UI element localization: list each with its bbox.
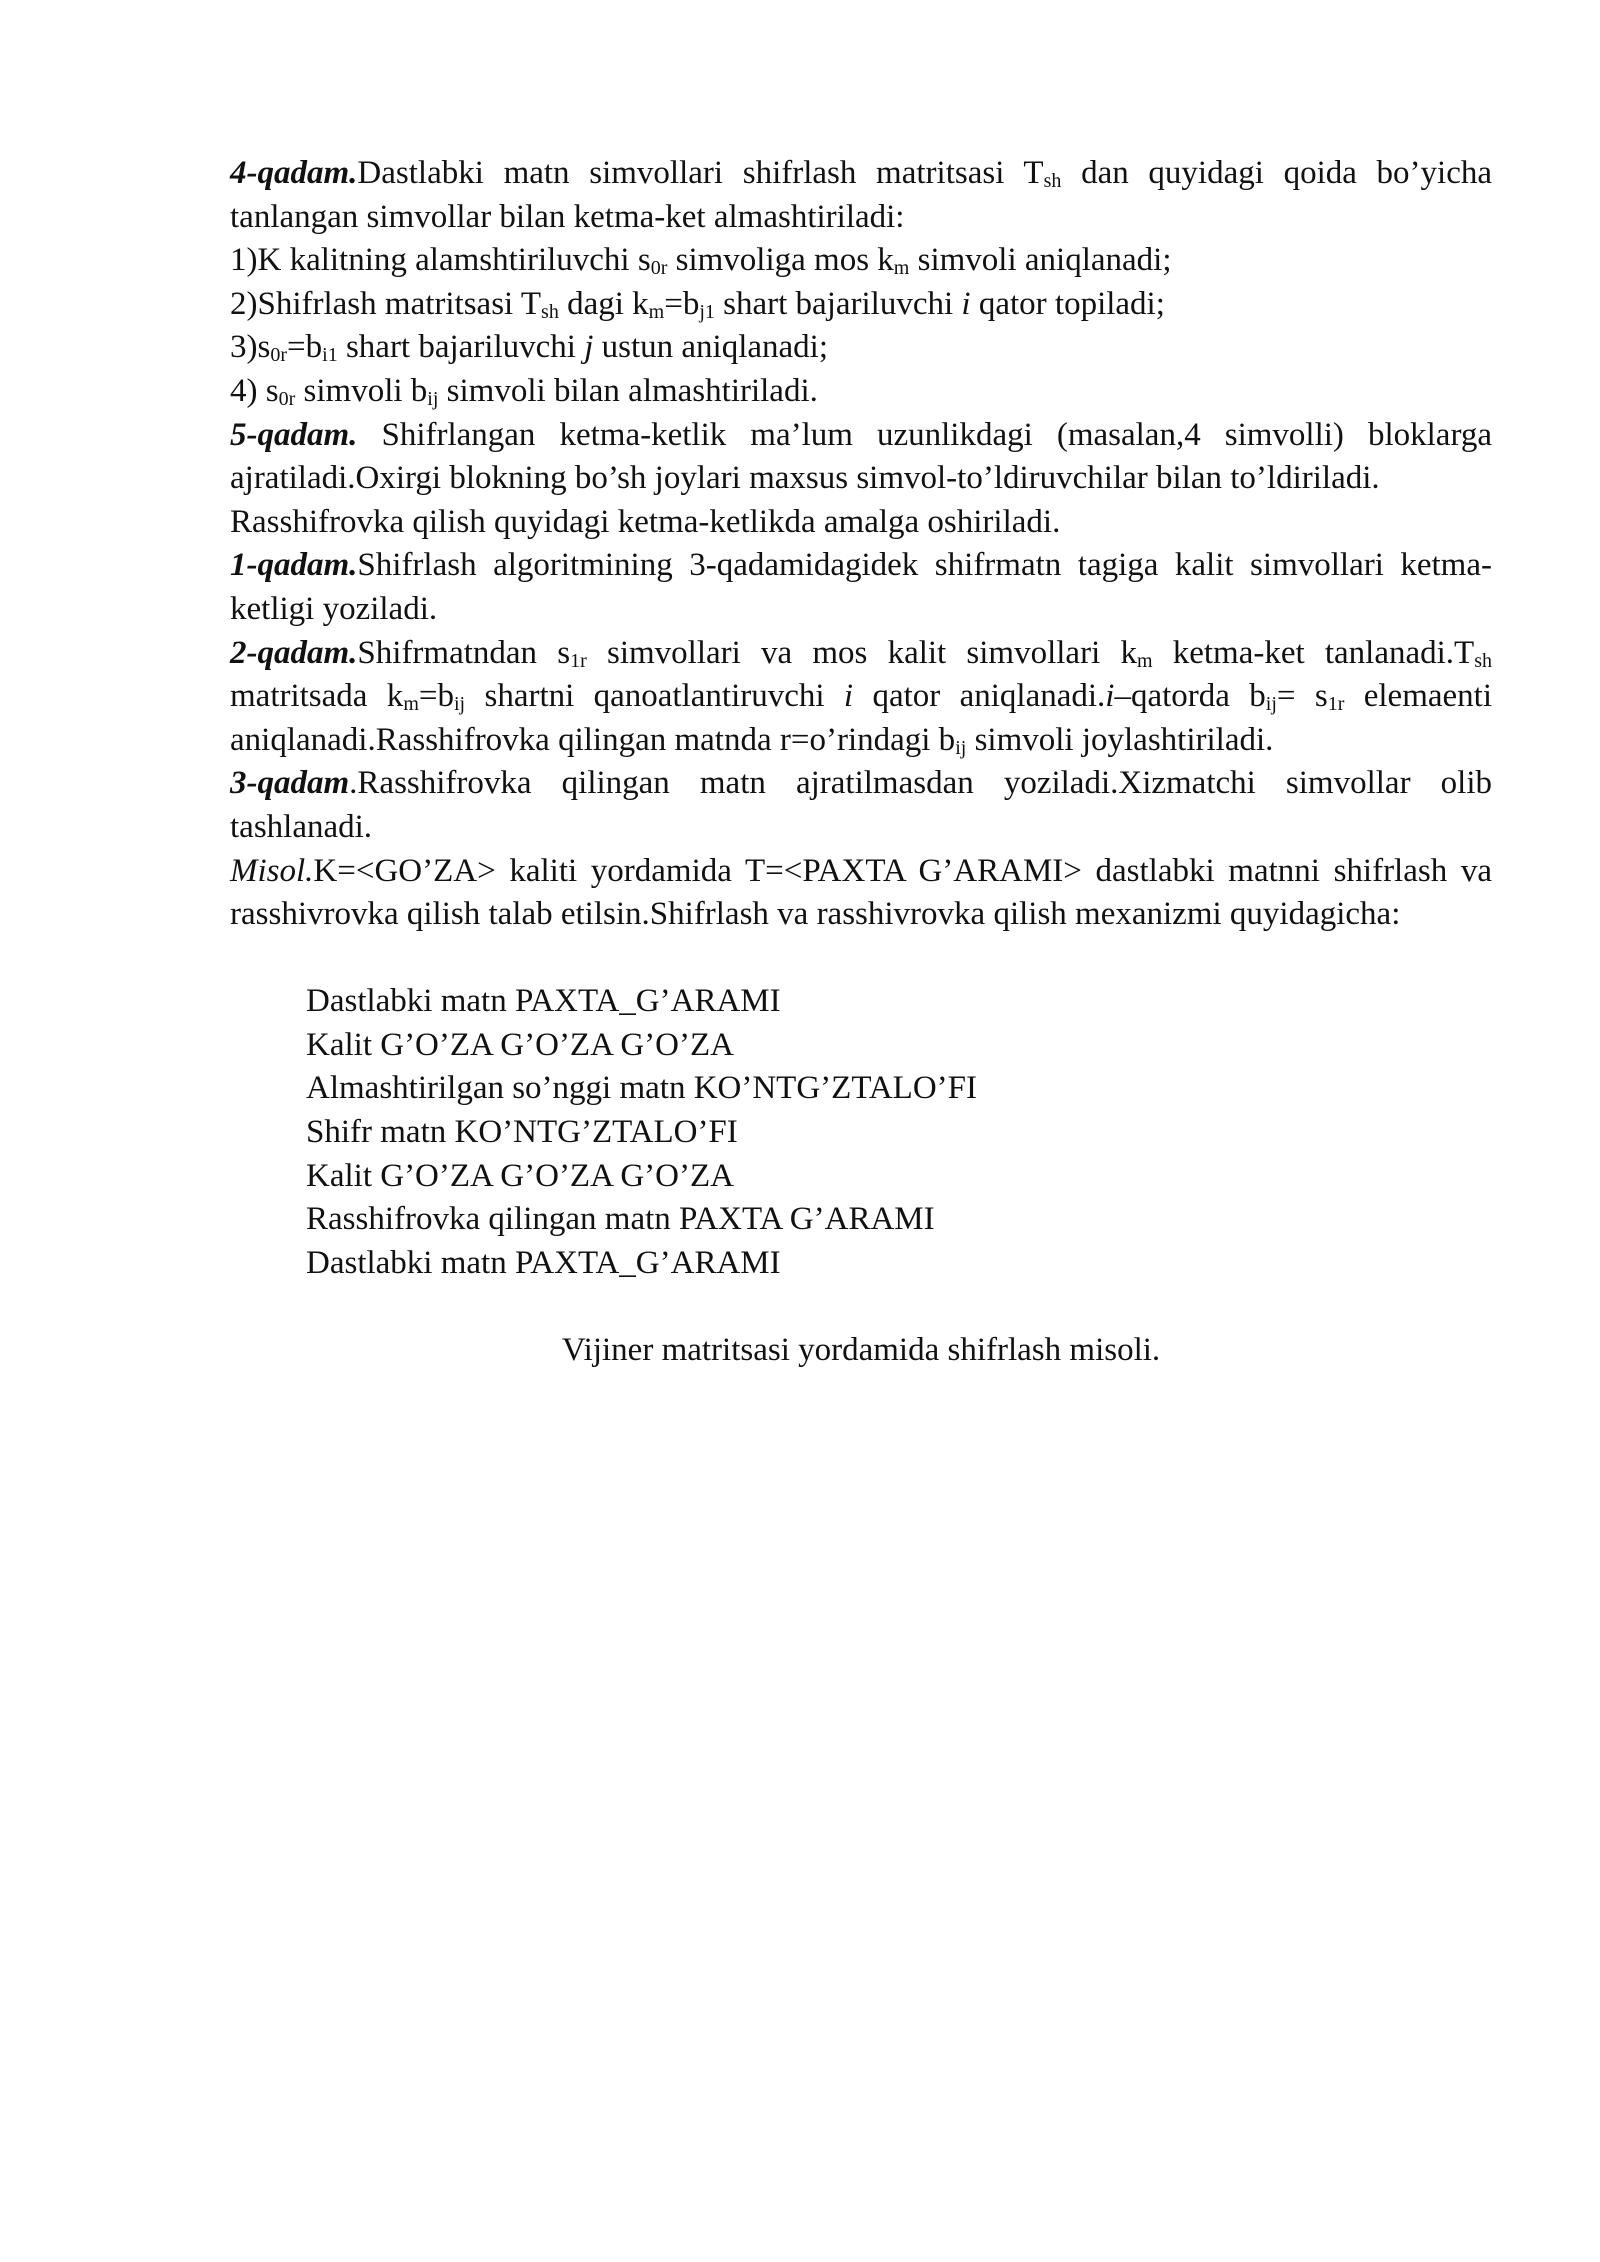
step4-item-4 [230,370,1492,414]
example-paragraph [230,850,1492,937]
text: ketma-ket tanlanadi.T [1152,634,1475,671]
subscript: m [1136,649,1153,672]
example-line: Dastlabki matn PAXTA_G’ARAMI [306,983,781,1020]
document-body [230,152,1492,1373]
item-text: =b [287,329,323,366]
step4-text: Dastlabki matn simvollari shifrlash matritsasi T [357,155,1044,191]
step5-text: Shifrlangan ketma-ketlik ma’lum uzunlikdagi (masalan,4 simvolli) bloklarga ajratiladi.Oxirgi blokning bo’sh joylari maxsus simvol-to’ldiruvchilar bilan to’ldiriladi. [230,416,1492,497]
text: matritsada k [230,678,404,715]
subscript: ij [427,387,439,410]
item-text: 2)Shifrlash matritsasi T [230,285,542,322]
subscript: m [648,300,665,323]
item-text: 3)s [230,329,271,366]
italic-var: j [584,329,594,366]
subscript: ij [1265,693,1277,716]
example-heading: Misol. [230,852,314,889]
italic-var: i [961,285,971,322]
subscript: 0r [650,257,668,280]
item-text: simvoli bilan almashtiriladi. [438,372,818,409]
decrypt-step3-heading: 3-qadam [230,765,350,802]
item-text: shart bajariluvchi [714,285,962,322]
step4-item-1 [230,239,1492,283]
decrypt-step1-text: Shifrlash algoritmining 3-qadamidagidek shifrmatn tagiga kalit simvollari ketma-ketligi yoziladi. [230,547,1492,627]
example-block [306,980,1492,1285]
text: –qatorda b [1114,678,1266,715]
step4-paragraph [230,152,1492,239]
item-text: simvoliga mos k [667,242,894,279]
subscript: 0r [278,387,296,410]
subscript: 1r [1327,693,1345,716]
item-text: dagi k [558,285,649,322]
subscript: m [403,693,419,716]
item-text: ustun aniqlanadi; [593,329,829,366]
item-text: =b [664,285,700,322]
item-text: simvoli aniqlanadi; [909,242,1172,279]
text: simvoli joylashtiriladi. [966,721,1274,758]
subscript: m [893,257,910,280]
item-text: qator topiladi; [970,285,1165,322]
subscript: 1r [570,649,587,672]
example-line: Kalit G’O’ZA G’O’ZA G’O’ZA [306,1026,734,1063]
subscript: i1 [322,344,338,367]
example-line: Dastlabki matn PAXTA_G’ARAMI [306,1244,781,1281]
item-text: 1)K kalitning alamshtiriluvchi s [230,242,651,279]
step4-item-2 [230,283,1492,327]
example-line: Almashtirilgan so’nggi matn KO’NTG’ZTALO’FI [306,1070,977,1107]
step5-heading: 5-qadam. [230,416,358,453]
decrypt-intro: Rasshifrovka qilish quyidagi ketma-ketlikda amalga oshiriladi. [230,503,1061,540]
text: shartni qanoatlantiruvchi [465,678,844,715]
subscript: ij [454,693,466,716]
text: =b [418,678,454,715]
step4-item-3 [230,326,1492,370]
text: elemaenti aniqlanadi.Rasshifrovka qilingan matnda r=o’rindagi b [230,678,1493,758]
italic-var: i [1105,678,1115,715]
text: = s [1276,678,1328,715]
item-text: shart bajariluvchi [337,329,585,366]
text: Shifrmatndan s [357,634,571,671]
subscript: sh [1474,649,1493,672]
example-line: Rasshifrovka qilingan matn PAXTA G’ARAMI [306,1201,935,1238]
example-line: Kalit G’O’ZA G’O’ZA G’O’ZA [306,1157,734,1194]
item-text: 4) s [230,372,279,409]
example-line: Shifr matn KO’NTG’ZTALO’FI [306,1114,738,1151]
subscript: 0r [270,344,288,367]
subscript: j1 [699,300,715,323]
step5-paragraph [230,414,1492,501]
step4-heading: 4-qadam. [230,155,358,191]
figure-caption: Vijiner matritsasi yordamida shifrlash misoli. [561,1332,1161,1369]
step4-text: dan quyidagi qoida bo’yicha tanlangan simvollar bilan ketma-ket almashtiriladi: [230,155,1493,235]
text: qator aniqlanadi. [853,678,1106,715]
subscript: sh [541,300,559,323]
decrypt-step1-paragraph [230,544,1492,631]
decrypt-step3-text: .Rasshifrovka qilingan matn ajratilmasdan yoziladi.Xizmatchi simvollar olib tashlanadi. [230,765,1492,845]
decrypt-step2-heading: 2-qadam. [230,634,358,671]
text: simvollari va mos kalit simvollari k [586,634,1137,671]
decrypt-step2-paragraph [230,632,1492,763]
italic-var: i [843,678,854,715]
subscript: ij [955,736,967,759]
decrypt-step3-paragraph [230,762,1492,849]
subscript: sh [1043,170,1062,192]
item-text: simvoli b [295,372,428,409]
decrypt-step1-heading: 1-qadam. [230,547,358,584]
example-text: K=<GO’ZA> kaliti yordamida T=<PAXTA G’ARAMI> dastlabki matnni shifrlash va rasshivrovka qilish talab etilsin.Shifrlash va rasshivrovka qilish mexanizmi quyidagicha: [230,852,1492,933]
